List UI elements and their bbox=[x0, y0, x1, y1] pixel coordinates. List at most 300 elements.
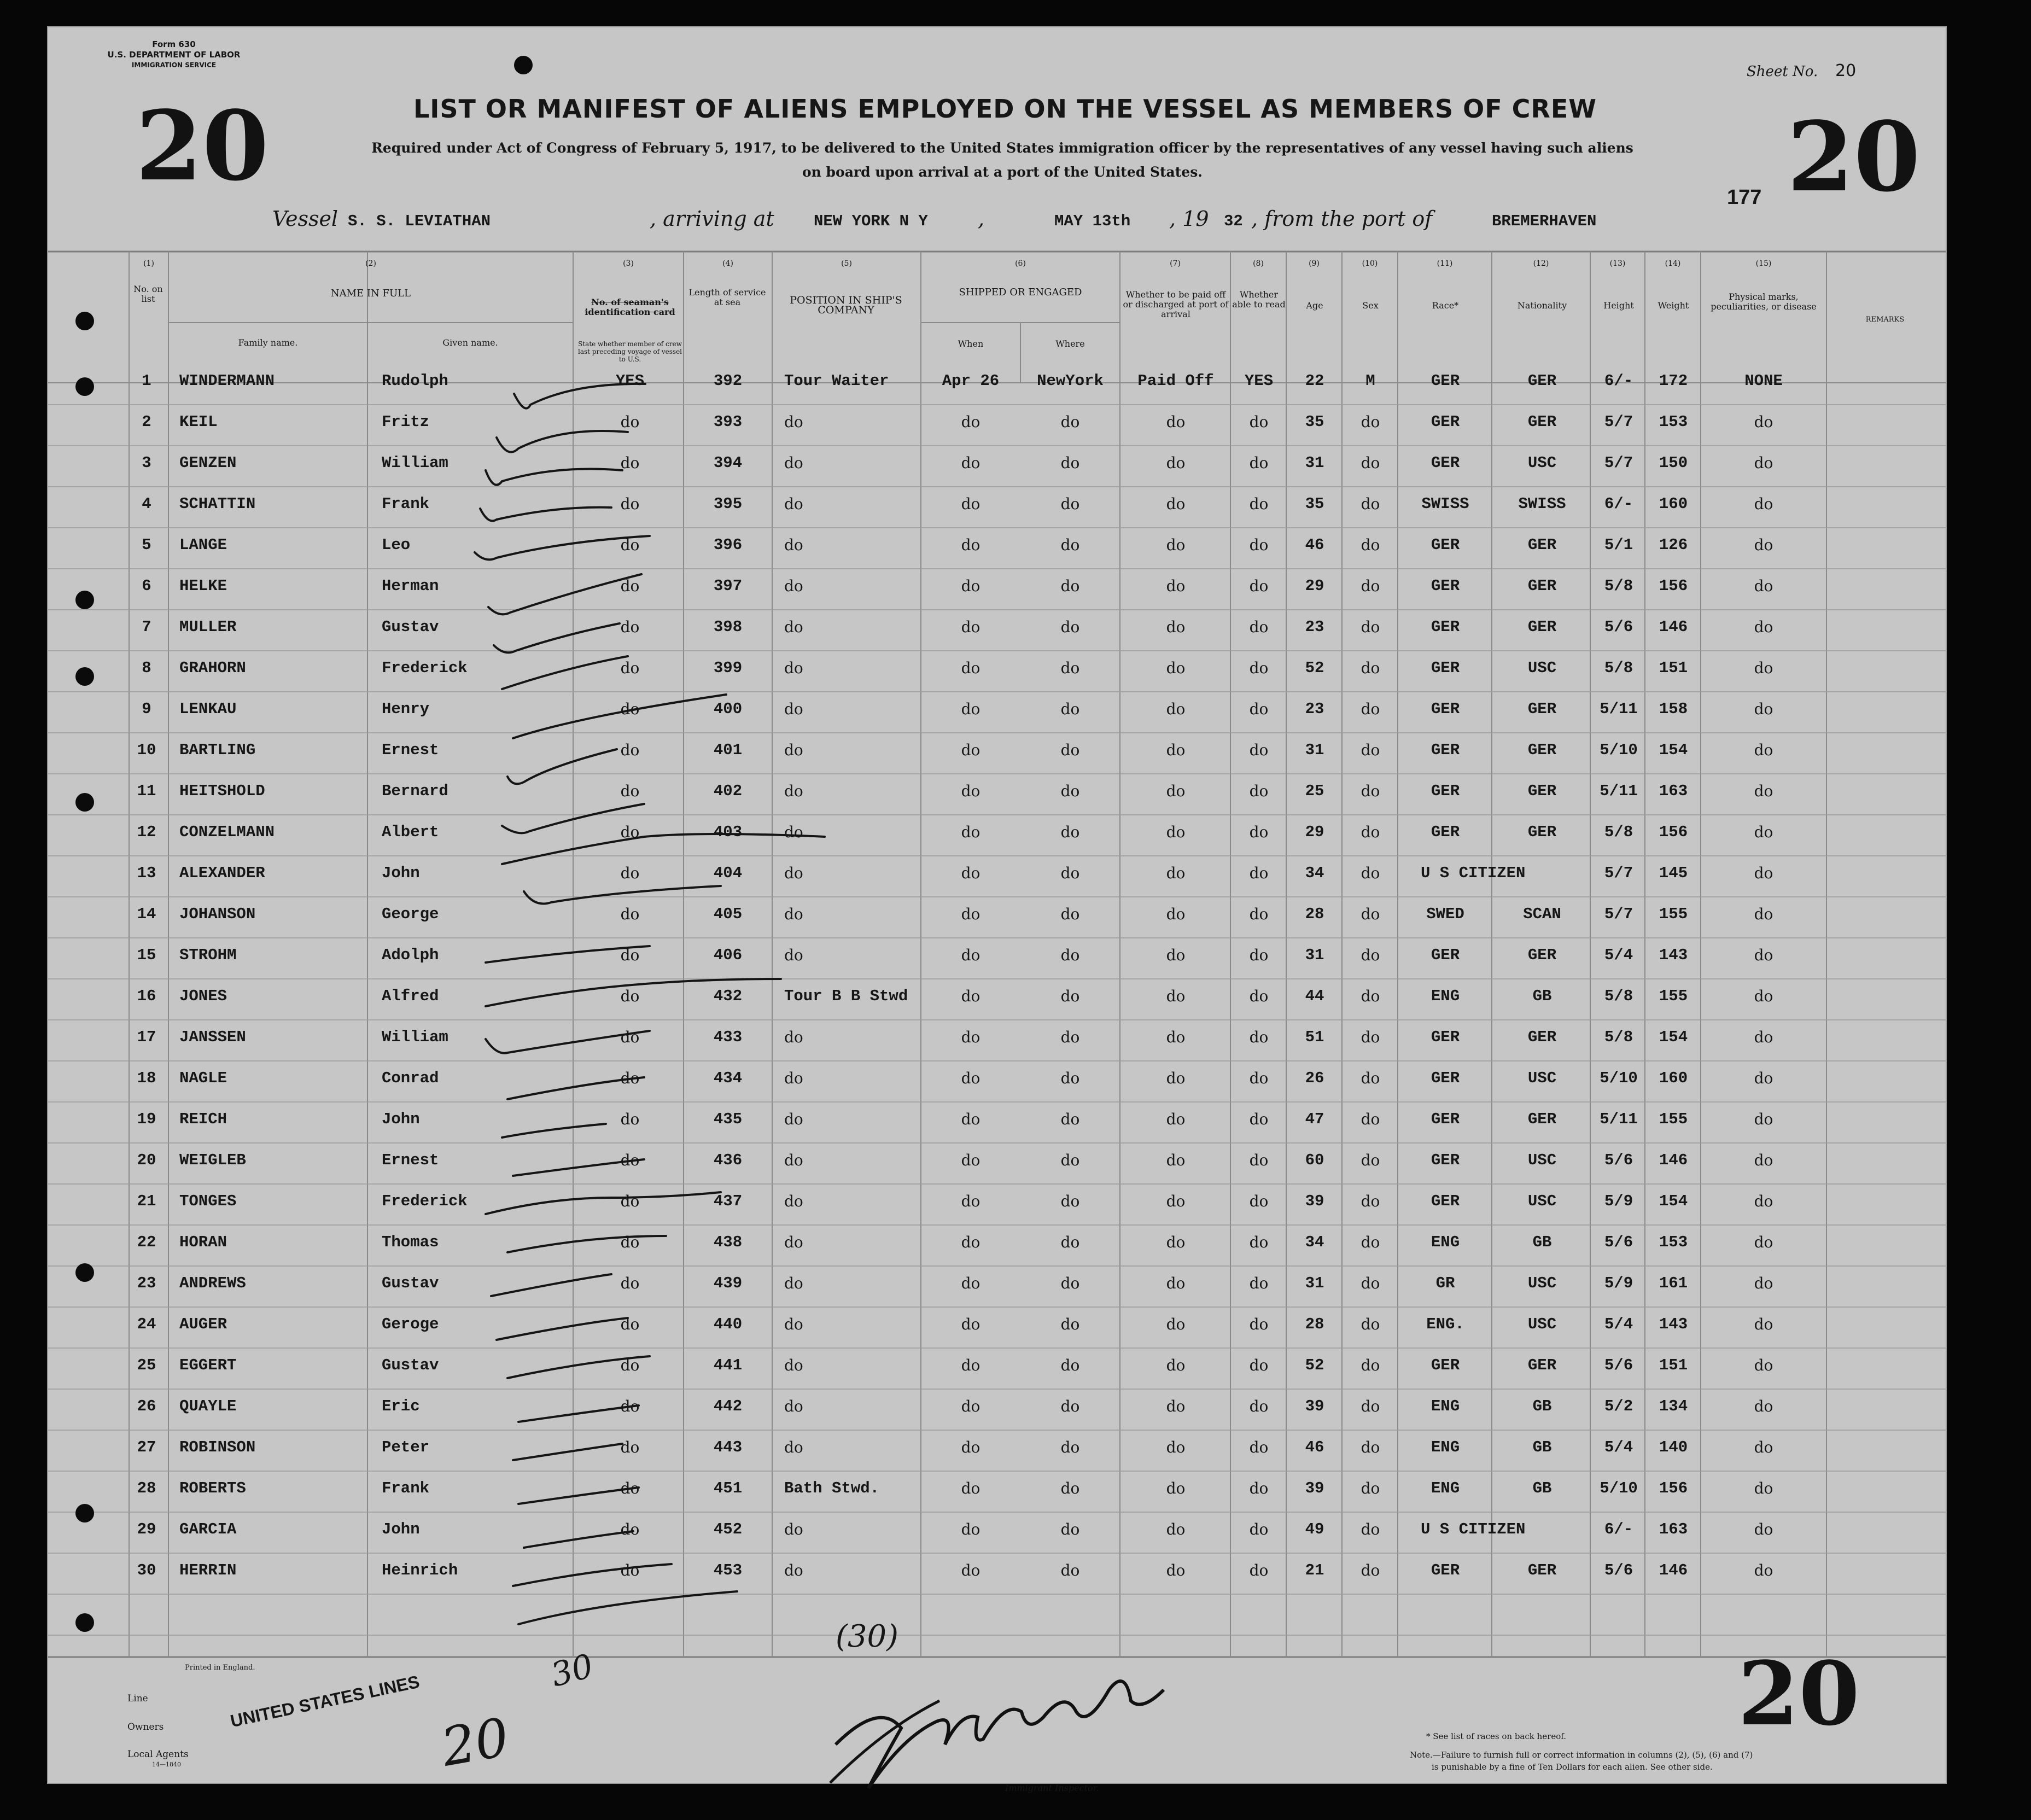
cell-weight: 150 bbox=[1659, 454, 1688, 472]
cell-paid: do bbox=[1166, 1561, 1186, 1579]
cell-age: 22 bbox=[1305, 372, 1324, 390]
cell-c3: do bbox=[620, 782, 640, 800]
cell-sex: do bbox=[1361, 413, 1380, 431]
cell-where: do bbox=[1060, 1438, 1080, 1456]
cell-paid: Paid Off bbox=[1137, 372, 1214, 390]
cell-paid: do bbox=[1166, 1110, 1186, 1128]
cell-paid: do bbox=[1166, 823, 1186, 841]
cell-where: do bbox=[1060, 1274, 1080, 1292]
cell-nat: GB bbox=[1532, 1438, 1552, 1456]
cell-pos: do bbox=[784, 495, 803, 513]
cell-pos: do bbox=[784, 700, 803, 718]
cell-pos: do bbox=[784, 1151, 803, 1169]
cell-where: do bbox=[1060, 1192, 1080, 1210]
cell-no: 1 bbox=[142, 372, 151, 390]
cell-read: do bbox=[1249, 1028, 1269, 1046]
cell-when: do bbox=[961, 946, 981, 964]
cell-no: 7 bbox=[142, 618, 151, 636]
cell-when: do bbox=[961, 905, 981, 923]
cell-given: John bbox=[382, 1110, 420, 1128]
header-id-card-struck: No. of seaman's identification card bbox=[585, 297, 675, 317]
cell-where: do bbox=[1060, 1561, 1080, 1579]
cell-c3: do bbox=[620, 1274, 640, 1292]
header-position: POSITION IN SHIP'S COMPANY bbox=[790, 294, 902, 316]
cell-pos: do bbox=[784, 618, 803, 636]
cell-marks: do bbox=[1754, 1315, 1773, 1333]
cell-height: 5/8 bbox=[1604, 1028, 1633, 1046]
cell-pos: Bath Stwd. bbox=[784, 1479, 880, 1497]
cell-sex: do bbox=[1361, 577, 1380, 595]
cell-height: 5/6 bbox=[1604, 1233, 1633, 1251]
cell-age: 39 bbox=[1305, 1397, 1324, 1415]
cell-where: do bbox=[1060, 741, 1080, 759]
cell-marks: do bbox=[1754, 1151, 1773, 1169]
cell-paid: do bbox=[1166, 1192, 1186, 1210]
cell-no: 6 bbox=[142, 577, 151, 595]
cell-height: 6/- bbox=[1604, 495, 1633, 513]
cell-c3: do bbox=[620, 1561, 640, 1579]
cell-height: 5/6 bbox=[1604, 1356, 1633, 1374]
cell-read: do bbox=[1249, 1274, 1269, 1292]
cell-no: 26 bbox=[137, 1397, 156, 1415]
cell-race: GER bbox=[1431, 372, 1460, 390]
cell-when: do bbox=[961, 536, 981, 554]
cell-family: ALEXANDER bbox=[179, 864, 265, 882]
cell-given: Ernest bbox=[382, 1151, 439, 1169]
cell-given: Eric bbox=[382, 1397, 420, 1415]
cell-c3: do bbox=[620, 1520, 640, 1538]
cell-weight: 143 bbox=[1659, 946, 1688, 964]
cell-where: do bbox=[1060, 1520, 1080, 1538]
cell-no: 18 bbox=[137, 1069, 156, 1087]
sheet-number-large-right: 20 bbox=[1787, 101, 1921, 213]
cell-read: do bbox=[1249, 1520, 1269, 1538]
cell-marks: NONE bbox=[1744, 372, 1783, 390]
cell-family: GRAHORN bbox=[179, 659, 246, 677]
column-number: (3) bbox=[623, 259, 634, 268]
cell-pos: do bbox=[784, 1192, 803, 1210]
cell-paid: do bbox=[1166, 946, 1186, 964]
cell-height: 5/1 bbox=[1604, 536, 1633, 554]
cell-sex: do bbox=[1361, 741, 1380, 759]
cell-paid: do bbox=[1166, 1397, 1186, 1415]
cell-family: ANDREWS bbox=[179, 1274, 246, 1292]
cell-read: do bbox=[1249, 1315, 1269, 1333]
cell-when: do bbox=[961, 1192, 981, 1210]
column-number: (11) bbox=[1437, 259, 1453, 268]
arrival-date: MAY 13th bbox=[1054, 212, 1131, 230]
cell-c4: 440 bbox=[713, 1315, 743, 1333]
line-label: Line bbox=[127, 1693, 148, 1704]
cell-pos: do bbox=[784, 782, 803, 800]
cell-pos: do bbox=[784, 946, 803, 964]
cell-weight: 163 bbox=[1659, 782, 1688, 800]
cell-read: do bbox=[1249, 823, 1269, 841]
cell-paid: do bbox=[1166, 1438, 1186, 1456]
cell-pos: do bbox=[784, 413, 803, 431]
cell-c4: 438 bbox=[713, 1233, 743, 1251]
cell-family: JANSSEN bbox=[179, 1028, 246, 1046]
cell-where: do bbox=[1060, 1233, 1080, 1251]
circled-30: (30) bbox=[836, 1619, 898, 1654]
cell-read: do bbox=[1249, 1356, 1269, 1374]
cell-sex: do bbox=[1361, 454, 1380, 472]
department: U.S. DEPARTMENT OF LABOR bbox=[107, 50, 241, 60]
cell-c3: do bbox=[620, 823, 640, 841]
cell-sex: do bbox=[1361, 700, 1380, 718]
cell-age: 46 bbox=[1305, 536, 1324, 554]
cell-c3: do bbox=[620, 659, 640, 677]
cell-nat: GER bbox=[1527, 413, 1557, 431]
cell-weight: 155 bbox=[1659, 905, 1688, 923]
cell-family: MULLER bbox=[179, 618, 237, 636]
cell-read: do bbox=[1249, 495, 1269, 513]
cell-marks: do bbox=[1754, 1520, 1773, 1538]
manifest-sheet bbox=[47, 26, 1947, 1793]
cell-c3: do bbox=[620, 413, 640, 431]
cell-paid: do bbox=[1166, 741, 1186, 759]
header-weight: Weight bbox=[1658, 300, 1689, 311]
cell-race: GER bbox=[1431, 618, 1460, 636]
cell-height: 6/- bbox=[1604, 372, 1633, 390]
cell-read: do bbox=[1249, 700, 1269, 718]
cell-paid: do bbox=[1166, 905, 1186, 923]
cell-race: GER bbox=[1431, 1028, 1460, 1046]
cell-height: 5/6 bbox=[1604, 618, 1633, 636]
cell-c4: 392 bbox=[713, 372, 743, 390]
cell-when: Apr 26 bbox=[942, 372, 1000, 390]
cell-sex: do bbox=[1361, 1438, 1380, 1456]
cell-race: ENG bbox=[1431, 1438, 1460, 1456]
cell-paid: do bbox=[1166, 1028, 1186, 1046]
cell-when: do bbox=[961, 1233, 981, 1251]
cell-marks: do bbox=[1754, 823, 1773, 841]
cell-read: do bbox=[1249, 659, 1269, 677]
cell-height: 5/7 bbox=[1604, 864, 1633, 882]
cell-sex: do bbox=[1361, 864, 1380, 882]
cell-sex: do bbox=[1361, 1356, 1380, 1374]
cell-c3: do bbox=[620, 577, 640, 595]
cell-given: Thomas bbox=[382, 1233, 439, 1251]
cell-c4: 400 bbox=[713, 700, 743, 718]
cell-age: 35 bbox=[1305, 495, 1324, 513]
cell-weight: 154 bbox=[1659, 1028, 1688, 1046]
cell-family: LENKAU bbox=[179, 700, 237, 718]
cell-weight: 156 bbox=[1659, 823, 1688, 841]
cell-family: GENZEN bbox=[179, 454, 237, 472]
cell-read: do bbox=[1249, 905, 1269, 923]
cell-no: 17 bbox=[137, 1028, 156, 1046]
cell-when: do bbox=[961, 700, 981, 718]
cell-height: 5/11 bbox=[1600, 782, 1638, 800]
cell-family: BARTLING bbox=[179, 741, 256, 759]
column-number: (8) bbox=[1253, 259, 1264, 268]
cell-pos: do bbox=[784, 659, 803, 677]
cell-height: 6/- bbox=[1604, 1520, 1633, 1538]
cell-no: 12 bbox=[137, 823, 156, 841]
cell-race: ENG bbox=[1431, 1233, 1460, 1251]
cell-race: GER bbox=[1431, 1110, 1460, 1128]
cell-read: do bbox=[1249, 987, 1269, 1005]
cell-family: AUGER bbox=[179, 1315, 227, 1333]
cell-height: 5/8 bbox=[1604, 823, 1633, 841]
form-number: Form 630 bbox=[152, 39, 196, 49]
cell-c4: 393 bbox=[713, 413, 743, 431]
cell-height: 5/7 bbox=[1604, 454, 1633, 472]
cell-when: do bbox=[961, 495, 981, 513]
cell-where: do bbox=[1060, 1028, 1080, 1046]
cell-when: do bbox=[961, 1438, 981, 1456]
immigrant-inspector-label: Immigrant Inspector. bbox=[1005, 1783, 1099, 1793]
cell-sex: do bbox=[1361, 1069, 1380, 1087]
cell-when: do bbox=[961, 1151, 981, 1169]
cell-age: 52 bbox=[1305, 1356, 1324, 1374]
cell-c4: 443 bbox=[713, 1438, 743, 1456]
cell-family: ROBINSON bbox=[179, 1438, 256, 1456]
cell-given: Conrad bbox=[382, 1069, 439, 1087]
cell-when: do bbox=[961, 1274, 981, 1292]
cell-when: do bbox=[961, 1520, 981, 1538]
cell-race: U S CITIZEN bbox=[1421, 1520, 1526, 1538]
cell-c4: 403 bbox=[713, 823, 743, 841]
united-states-lines-stamp: UNITED STATES LINES bbox=[229, 1671, 422, 1731]
cell-pos: do bbox=[784, 1274, 803, 1292]
cell-given: Adolph bbox=[382, 946, 439, 964]
cell-pos: do bbox=[784, 823, 803, 841]
cell-pos: do bbox=[784, 1397, 803, 1415]
cell-marks: do bbox=[1754, 536, 1773, 554]
arrival-year: 32 bbox=[1224, 212, 1243, 230]
cell-age: 25 bbox=[1305, 782, 1324, 800]
printed-in-england: Printed in England. bbox=[185, 1664, 255, 1672]
header-shipped-or-engaged: SHIPPED OR ENGAGED bbox=[959, 287, 1082, 298]
cell-race: GER bbox=[1431, 1151, 1460, 1169]
cell-pos: do bbox=[784, 1438, 803, 1456]
cell-age: 28 bbox=[1305, 905, 1324, 923]
cell-given: Albert bbox=[382, 823, 439, 841]
header-able-to-read: Whether able to read bbox=[1232, 289, 1286, 310]
cell-height: 5/4 bbox=[1604, 1315, 1633, 1333]
header-given-name: Given name. bbox=[442, 337, 498, 348]
cell-given: Frederick bbox=[382, 1192, 468, 1210]
cell-c4: 433 bbox=[713, 1028, 743, 1046]
cell-marks: do bbox=[1754, 864, 1773, 882]
cell-no: 2 bbox=[142, 413, 151, 431]
cell-c4: 401 bbox=[713, 741, 743, 759]
cell-height: 5/10 bbox=[1600, 1479, 1638, 1497]
cell-race: GER bbox=[1431, 946, 1460, 964]
cell-given: Ernest bbox=[382, 741, 439, 759]
cell-weight: 172 bbox=[1659, 372, 1688, 390]
cell-age: 39 bbox=[1305, 1192, 1324, 1210]
cell-age: 28 bbox=[1305, 1315, 1324, 1333]
cell-marks: do bbox=[1754, 577, 1773, 595]
cell-where: do bbox=[1060, 1151, 1080, 1169]
column-number: (13) bbox=[1609, 259, 1626, 268]
cell-no: 11 bbox=[137, 782, 156, 800]
cell-no: 15 bbox=[137, 946, 156, 964]
cell-age: 31 bbox=[1305, 741, 1324, 759]
cell-family: SCHATTIN bbox=[179, 495, 256, 513]
cell-nat: GER bbox=[1527, 1561, 1557, 1579]
cell-family: QUAYLE bbox=[179, 1397, 237, 1415]
cell-paid: do bbox=[1166, 413, 1186, 431]
cell-read: do bbox=[1249, 1069, 1269, 1087]
cell-age: 39 bbox=[1305, 1479, 1324, 1497]
cell-c3: do bbox=[620, 946, 640, 964]
cell-where: do bbox=[1060, 1110, 1080, 1128]
cell-read: do bbox=[1249, 1192, 1269, 1210]
cell-race: U S CITIZEN bbox=[1421, 864, 1526, 882]
cell-age: 21 bbox=[1305, 1561, 1324, 1579]
cell-weight: 145 bbox=[1659, 864, 1688, 882]
cell-marks: do bbox=[1754, 413, 1773, 431]
cell-where: do bbox=[1060, 1315, 1080, 1333]
cell-read: do bbox=[1249, 618, 1269, 636]
cell-weight: 153 bbox=[1659, 413, 1688, 431]
cell-paid: do bbox=[1166, 1356, 1186, 1374]
header-name-in-full: NAME IN FULL bbox=[330, 288, 411, 299]
cell-sex: do bbox=[1361, 905, 1380, 923]
cell-nat: USC bbox=[1527, 454, 1557, 472]
cell-c3: do bbox=[620, 905, 640, 923]
cell-race: GER bbox=[1431, 536, 1460, 554]
header-last-voyage: State whether member of crew last preceding voyage of vessel to U.S. bbox=[577, 340, 682, 363]
cell-marks: do bbox=[1754, 1110, 1773, 1128]
sheet-no: 20 bbox=[1835, 61, 1857, 80]
cell-sex: do bbox=[1361, 1561, 1380, 1579]
cell-given: Bernard bbox=[382, 782, 448, 800]
cell-when: do bbox=[961, 413, 981, 431]
cell-when: do bbox=[961, 618, 981, 636]
cell-family: GARCIA bbox=[179, 1520, 237, 1538]
stamp-177: 177 bbox=[1727, 186, 1762, 209]
cell-nat: GER bbox=[1527, 1028, 1557, 1046]
cell-c3: do bbox=[620, 1028, 640, 1046]
cell-read: do bbox=[1249, 1438, 1269, 1456]
cell-height: 5/10 bbox=[1600, 1069, 1638, 1087]
cell-nat: USC bbox=[1527, 1192, 1557, 1210]
cell-family: STROHM bbox=[179, 946, 237, 964]
cell-marks: do bbox=[1754, 1233, 1773, 1251]
cell-paid: do bbox=[1166, 700, 1186, 718]
cell-read: do bbox=[1249, 577, 1269, 595]
cell-no: 13 bbox=[137, 864, 156, 882]
cell-pos: do bbox=[784, 1561, 803, 1579]
cell-paid: do bbox=[1166, 782, 1186, 800]
cell-marks: do bbox=[1754, 700, 1773, 718]
cell-c4: 451 bbox=[713, 1479, 743, 1497]
cell-read: do bbox=[1249, 1397, 1269, 1415]
cell-height: 5/2 bbox=[1604, 1397, 1633, 1415]
cell-no: 8 bbox=[142, 659, 151, 677]
cell-weight: 134 bbox=[1659, 1397, 1688, 1415]
cell-weight: 146 bbox=[1659, 1151, 1688, 1169]
cell-height: 5/8 bbox=[1604, 659, 1633, 677]
cell-c3: do bbox=[620, 987, 640, 1005]
cell-marks: do bbox=[1754, 782, 1773, 800]
cell-nat: GER bbox=[1527, 700, 1557, 718]
cell-given: Heinrich bbox=[382, 1561, 458, 1579]
cell-where: do bbox=[1060, 659, 1080, 677]
cell-sex: do bbox=[1361, 946, 1380, 964]
cell-given: Alfred bbox=[382, 987, 439, 1005]
cell-weight: 156 bbox=[1659, 1479, 1688, 1497]
cell-height: 5/8 bbox=[1604, 577, 1633, 595]
cell-given: Leo bbox=[382, 536, 411, 554]
column-number: (6) bbox=[1015, 259, 1026, 268]
cell-read: do bbox=[1249, 946, 1269, 964]
cell-race: GER bbox=[1431, 1356, 1460, 1374]
cell-when: do bbox=[961, 782, 981, 800]
cell-no: 21 bbox=[137, 1192, 156, 1210]
cell-weight: 151 bbox=[1659, 1356, 1688, 1374]
cell-family: TONGES bbox=[179, 1192, 237, 1210]
cell-no: 3 bbox=[142, 454, 151, 472]
inspector-signature bbox=[814, 1657, 1186, 1794]
cell-c3: do bbox=[620, 864, 640, 882]
cell-paid: do bbox=[1166, 1069, 1186, 1087]
cell-given: John bbox=[382, 1520, 420, 1538]
cell-age: 34 bbox=[1305, 864, 1324, 882]
cell-race: GER bbox=[1431, 577, 1460, 595]
cell-c4: 434 bbox=[713, 1069, 743, 1087]
cell-paid: do bbox=[1166, 454, 1186, 472]
header-family-name: Family name. bbox=[238, 337, 298, 348]
cell-given: Frederick bbox=[382, 659, 468, 677]
cell-marks: do bbox=[1754, 1069, 1773, 1087]
cell-marks: do bbox=[1754, 1274, 1773, 1292]
cell-height: 5/4 bbox=[1604, 946, 1633, 964]
cell-c3: do bbox=[620, 1356, 640, 1374]
cell-pos: Tour B B Stwd bbox=[784, 987, 908, 1005]
cell-age: 23 bbox=[1305, 700, 1324, 718]
cell-where: do bbox=[1060, 700, 1080, 718]
cell-paid: do bbox=[1166, 536, 1186, 554]
cell-nat: GER bbox=[1527, 946, 1557, 964]
cell-family: JONES bbox=[179, 987, 227, 1005]
cell-when: do bbox=[961, 1028, 981, 1046]
cell-nat: GER bbox=[1527, 823, 1557, 841]
cell-weight: 143 bbox=[1659, 1315, 1688, 1333]
cell-given: Geroge bbox=[382, 1315, 439, 1333]
cell-when: do bbox=[961, 1397, 981, 1415]
cell-family: EGGERT bbox=[179, 1356, 237, 1374]
cell-read: do bbox=[1249, 1233, 1269, 1251]
cell-where: do bbox=[1060, 1397, 1080, 1415]
cell-given: George bbox=[382, 905, 439, 923]
cell-age: 49 bbox=[1305, 1520, 1324, 1538]
cell-race: ENG bbox=[1431, 1397, 1460, 1415]
cell-c4: 404 bbox=[713, 864, 743, 882]
cell-age: 44 bbox=[1305, 987, 1324, 1005]
cell-height: 5/10 bbox=[1600, 741, 1638, 759]
cell-race: GER bbox=[1431, 1069, 1460, 1087]
cell-age: 60 bbox=[1305, 1151, 1324, 1169]
cell-race: GR bbox=[1435, 1274, 1455, 1292]
cell-pos: do bbox=[784, 1110, 803, 1128]
cell-where: do bbox=[1060, 946, 1080, 964]
cell-paid: do bbox=[1166, 577, 1186, 595]
cell-weight: 151 bbox=[1659, 659, 1688, 677]
cell-when: do bbox=[961, 454, 981, 472]
header-height: Height bbox=[1603, 300, 1634, 311]
cell-no: 22 bbox=[137, 1233, 156, 1251]
handwritten-check-marks bbox=[48, 27, 1946, 1783]
cell-paid: do bbox=[1166, 1520, 1186, 1538]
cell-given: John bbox=[382, 864, 420, 882]
cell-height: 5/11 bbox=[1600, 1110, 1638, 1128]
